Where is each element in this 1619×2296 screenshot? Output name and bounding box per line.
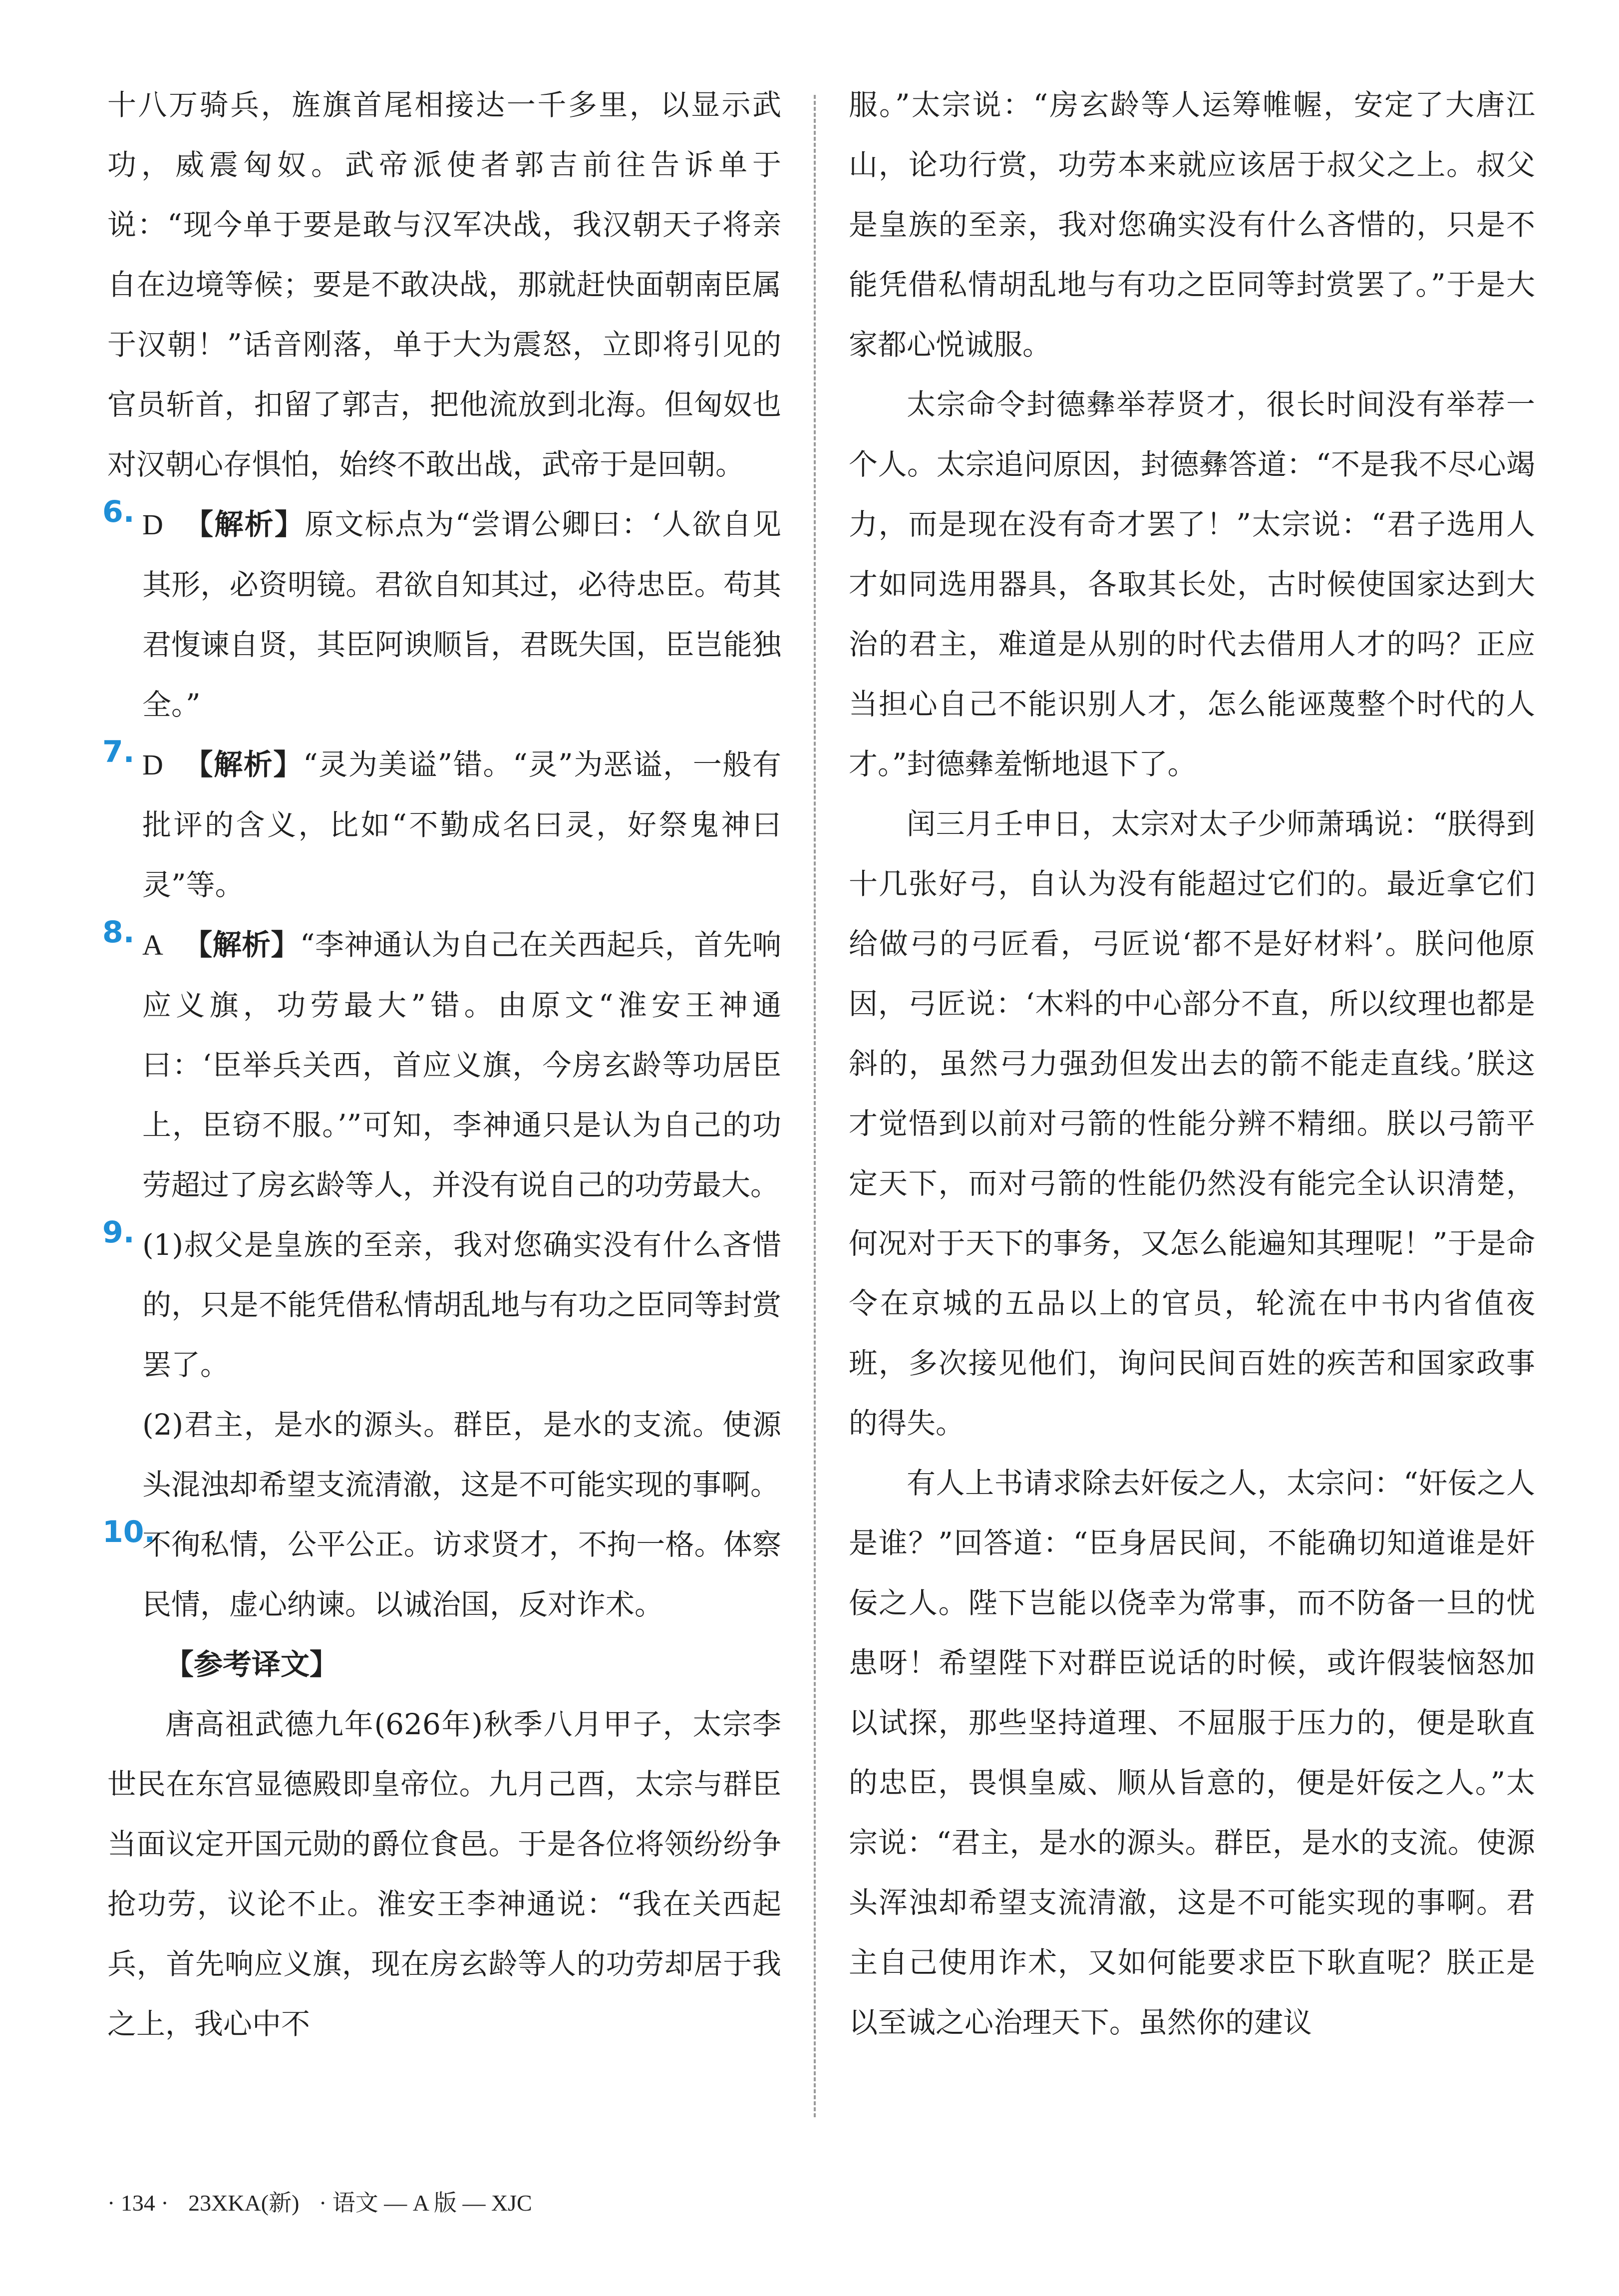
answer-text: “李神通认为自己在关西起兵，首先响应义旗，功劳最大”错。由原文“淮安王神通曰：‘臣举兵关西，首应义旗，今房玄龄等功居臣上，臣窃不服。’”可知，李神通只是认为自己的功劳超过了房玄龄等人，并没有说自己的功劳最大。 xyxy=(142,928,781,1202)
left-column xyxy=(102,75,781,2054)
answer-item-9 xyxy=(102,1215,781,1515)
item-number: 10. xyxy=(102,1515,156,1549)
analysis-tag: 【解析】 xyxy=(183,748,303,781)
item-number: 8. xyxy=(102,915,135,950)
page-number: · 134 · xyxy=(107,2190,169,2216)
answer-letter: D xyxy=(142,749,163,781)
intro-paragraph: 十八万骑兵，旌旗首尾相接达一千多里，以显示武功，威震匈奴。武帝派使者郭吉前往告诉单于说：“现今单于要是敢与汉军决战，我汉朝天子将亲自在边境等候；要是不敢决战，那就赶快面朝南臣属于汉朝！”话音刚落，单于大为震怒，立即将引见的官员斩首，扣留了郭吉，把他流放到北海。但匈奴也对汉朝心存惧怕，始终不敢出战，武帝于是回朝。 xyxy=(107,88,781,481)
translation-paragraph: 服。”太宗说：“房玄龄等人运筹帷幄，安定了大唐江山，论功行赏，功劳本来就应该居于叔父之上。叔父是皇族的至亲，我对您确实没有什么吝惜的，只是不能凭借私情胡乱地与有功之臣同等封赏罢了。”于是大家都心悦诚服。 xyxy=(849,88,1535,362)
subject-edition: · 语文 — A 版 — XJC xyxy=(319,2190,532,2216)
translation-paragraph: 有人上书请求除去奸佞之人，太宗问：“奸佞之人是谁？”回答道：“臣身居民间，不能确切知道谁是奸佞之人。陛下岂能以侥幸为常事，而不防备一旦的忧患呀！希望陛下对群臣说话的时候，或许假装恼怒加以试探，那些坚持道理、不屈服于压力的，便是耿直的忠臣，畏惧皇威、顺从旨意的，便是奸佞之人。”太宗说：“君主，是水的源头。群臣，是水的支流。使源头浑浊却希望支流清澈，这是不可能实现的事啊。君主自己使用诈术，又如何能要求臣下耿直呢？朕正是以至诚之心治理天下。虽然你的建议 xyxy=(849,1466,1535,2039)
answer-letter: A xyxy=(142,929,163,961)
answer-item-10 xyxy=(102,1515,781,1634)
answer-text: “灵为美谥”错。“灵”为恶谥，一般有批评的含义，比如“不勤成名曰灵，好祭鬼神曰灵”等。 xyxy=(142,748,781,902)
answer-text: (1)叔父是皇族的至亲，我对您确实没有什么吝惜的，只是不能凭借私情胡乱地与有功之臣同等封赏罢了。 xyxy=(142,1228,781,1382)
answer-text: 不徇私情，公平公正。访求贤才，不拘一格。体察民情，虚心纳谏。以诚治国，反对诈术。 xyxy=(142,1528,781,1621)
answer-text-2: (2)君主，是水的源头。群臣，是水的支流。使源头混浊却希望支流清澈，这是不可能实现的事啊。 xyxy=(142,1408,781,1502)
answer-text: 原文标点为“尝谓公卿曰：‘人欲自见其形，必资明镜。君欲自知其过，必待忠臣。苟其君愎谏自贤，其臣阿谀顺旨，君既失国，臣岂能独全。” xyxy=(142,507,781,722)
book-code: 23XKA(新) xyxy=(188,2190,300,2216)
item-number: 6. xyxy=(102,494,135,529)
right-column xyxy=(849,75,1535,2052)
translation-heading: 【参考译文】 xyxy=(165,1647,339,1681)
translation-paragraph: 闰三月壬申日，太宗对太子少师萧瑀说：“朕得到十几张好弓，自认为没有能超过它们的。最近拿它们给做弓的弓匠看，弓匠说‘都不是好材料’。朕问他原因，弓匠说：‘木料的中心部分不直，所以纹理也都是斜的，虽然弓力强劲但发出去的箭不能走直线。’朕这才觉悟到以前对弓箭的性能分辨不精细。朕以弓箭平定天下，而对弓箭的性能仍然没有能完全认识清楚，何况对于天下的事务，又怎么能遍知其理呢！”于是命令在京城的五品以上的官员，轮流在中书内省值夜班，多次接见他们，询问民间百姓的疾苦和国家政事的得失。 xyxy=(849,807,1535,1440)
column-divider xyxy=(814,95,816,2117)
page-footer xyxy=(107,2185,546,2218)
item-number: 7. xyxy=(102,735,135,769)
translation-paragraph: 太宗命令封德彝举荐贤才，很长时间没有举荐一个人。太宗追问原因，封德彝答道：“不是我不尽心竭力，而是现在没有奇才罢了！”太宗说：“君子选用人才如同选用器具，各取其长处，古时候使国家达到大治的君主，难道是从别的时代去借用人才的吗？正应当担心自己不能识别人才，怎么能诬蔑整个时代的人才。”封德彝羞惭地退下了。 xyxy=(849,387,1535,781)
analysis-tag: 【解析】 xyxy=(183,928,300,962)
analysis-tag: 【解析】 xyxy=(183,507,305,541)
answer-item-6 xyxy=(102,494,781,735)
item-number: 9. xyxy=(102,1215,135,1250)
answer-item-7 xyxy=(102,735,781,915)
answer-letter: D xyxy=(142,508,163,541)
answer-item-8 xyxy=(102,915,781,1215)
translation-paragraph: 唐高祖武德九年(626年)秋季八月甲子，太宗李世民在东宫显德殿即皇帝位。九月己酉，太宗与群臣当面议定开国元勋的爵位食邑。于是各位将领纷纷争抢功劳，议论不止。淮安王李神通说：“我在关西起兵，首先响应义旗，现在房玄龄等人的功劳却居于我之上，我心中不 xyxy=(107,1707,781,2041)
